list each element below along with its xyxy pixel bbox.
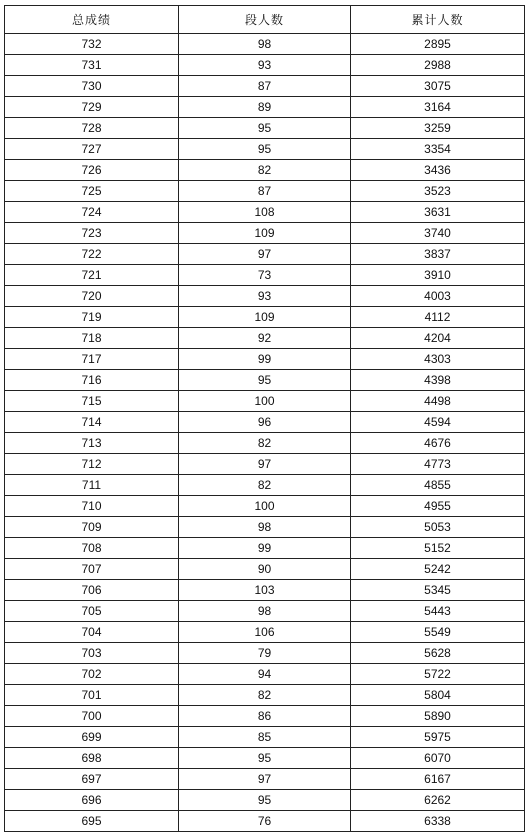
cell-segment-count: 99 — [179, 349, 351, 370]
cell-cumulative-count: 3259 — [351, 118, 525, 139]
cell-cumulative-count: 4303 — [351, 349, 525, 370]
cell-total-score: 728 — [5, 118, 179, 139]
cell-cumulative-count: 5549 — [351, 622, 525, 643]
cell-segment-count: 95 — [179, 139, 351, 160]
table-row — [5, 34, 525, 55]
table-row — [5, 139, 525, 160]
cell-total-score: 699 — [5, 727, 179, 748]
cell-cumulative-count: 4773 — [351, 454, 525, 475]
cell-segment-count: 93 — [179, 55, 351, 76]
table-row — [5, 748, 525, 769]
header-cumulative-count: 累计人数 — [351, 6, 525, 34]
cell-total-score: 709 — [5, 517, 179, 538]
score-distribution-sheet — [4, 5, 524, 832]
table-row — [5, 622, 525, 643]
cell-total-score: 717 — [5, 349, 179, 370]
cell-cumulative-count: 6070 — [351, 748, 525, 769]
cell-cumulative-count: 5628 — [351, 643, 525, 664]
cell-cumulative-count: 5345 — [351, 580, 525, 601]
cell-total-score: 712 — [5, 454, 179, 475]
cell-segment-count: 98 — [179, 517, 351, 538]
table-row — [5, 181, 525, 202]
table-row — [5, 55, 525, 76]
cell-cumulative-count: 5975 — [351, 727, 525, 748]
cell-segment-count: 82 — [179, 160, 351, 181]
cell-segment-count: 95 — [179, 370, 351, 391]
cell-segment-count: 98 — [179, 34, 351, 55]
cell-total-score: 704 — [5, 622, 179, 643]
table-row — [5, 727, 525, 748]
cell-segment-count: 89 — [179, 97, 351, 118]
cell-cumulative-count: 4003 — [351, 286, 525, 307]
cell-total-score: 705 — [5, 601, 179, 622]
table-row — [5, 433, 525, 454]
table-row — [5, 370, 525, 391]
cell-segment-count: 97 — [179, 244, 351, 265]
cell-segment-count: 100 — [179, 391, 351, 412]
cell-total-score: 700 — [5, 706, 179, 727]
table-row — [5, 790, 525, 811]
cell-segment-count: 79 — [179, 643, 351, 664]
cell-total-score: 724 — [5, 202, 179, 223]
cell-total-score: 726 — [5, 160, 179, 181]
table-row — [5, 664, 525, 685]
cell-segment-count: 82 — [179, 685, 351, 706]
table-header — [5, 6, 525, 34]
cell-total-score: 725 — [5, 181, 179, 202]
cell-total-score: 702 — [5, 664, 179, 685]
cell-total-score: 727 — [5, 139, 179, 160]
table-row — [5, 391, 525, 412]
cell-cumulative-count: 2895 — [351, 34, 525, 55]
cell-total-score: 706 — [5, 580, 179, 601]
table-row — [5, 811, 525, 832]
cell-segment-count: 97 — [179, 769, 351, 790]
cell-cumulative-count: 4594 — [351, 412, 525, 433]
cell-segment-count: 95 — [179, 118, 351, 139]
table-row — [5, 160, 525, 181]
cell-segment-count: 87 — [179, 181, 351, 202]
cell-total-score: 696 — [5, 790, 179, 811]
cell-cumulative-count: 3075 — [351, 76, 525, 97]
table-row — [5, 559, 525, 580]
cell-cumulative-count: 4398 — [351, 370, 525, 391]
cell-segment-count: 92 — [179, 328, 351, 349]
table-row — [5, 769, 525, 790]
cell-segment-count: 90 — [179, 559, 351, 580]
cell-cumulative-count: 3523 — [351, 181, 525, 202]
table-row — [5, 328, 525, 349]
cell-total-score: 714 — [5, 412, 179, 433]
cell-cumulative-count: 5152 — [351, 538, 525, 559]
cell-segment-count: 108 — [179, 202, 351, 223]
cell-total-score: 701 — [5, 685, 179, 706]
cell-cumulative-count: 4855 — [351, 475, 525, 496]
cell-cumulative-count: 6262 — [351, 790, 525, 811]
cell-cumulative-count: 5443 — [351, 601, 525, 622]
cell-segment-count: 96 — [179, 412, 351, 433]
table-row — [5, 286, 525, 307]
cell-segment-count: 109 — [179, 223, 351, 244]
table-row — [5, 685, 525, 706]
cell-cumulative-count: 4955 — [351, 496, 525, 517]
table-row — [5, 643, 525, 664]
cell-cumulative-count: 5804 — [351, 685, 525, 706]
table-row — [5, 97, 525, 118]
cell-segment-count: 93 — [179, 286, 351, 307]
cell-total-score: 715 — [5, 391, 179, 412]
table-body — [5, 34, 525, 832]
cell-cumulative-count: 3436 — [351, 160, 525, 181]
score-distribution-table — [4, 5, 525, 832]
cell-total-score: 716 — [5, 370, 179, 391]
header-total-score: 总成绩 — [5, 6, 179, 34]
cell-total-score: 697 — [5, 769, 179, 790]
table-row — [5, 223, 525, 244]
cell-cumulative-count: 3631 — [351, 202, 525, 223]
table-row — [5, 118, 525, 139]
cell-total-score: 695 — [5, 811, 179, 832]
cell-segment-count: 94 — [179, 664, 351, 685]
cell-total-score: 732 — [5, 34, 179, 55]
cell-total-score: 729 — [5, 97, 179, 118]
cell-cumulative-count: 3837 — [351, 244, 525, 265]
cell-total-score: 713 — [5, 433, 179, 454]
table-row — [5, 454, 525, 475]
cell-segment-count: 95 — [179, 748, 351, 769]
cell-segment-count: 86 — [179, 706, 351, 727]
cell-segment-count: 85 — [179, 727, 351, 748]
cell-segment-count: 82 — [179, 433, 351, 454]
table-row — [5, 265, 525, 286]
cell-cumulative-count: 3910 — [351, 265, 525, 286]
cell-cumulative-count: 5053 — [351, 517, 525, 538]
table-row — [5, 349, 525, 370]
table-row — [5, 580, 525, 601]
cell-total-score: 711 — [5, 475, 179, 496]
table-row — [5, 412, 525, 433]
cell-total-score: 719 — [5, 307, 179, 328]
cell-cumulative-count: 5722 — [351, 664, 525, 685]
header-segment-count: 段人数 — [179, 6, 351, 34]
cell-cumulative-count: 4498 — [351, 391, 525, 412]
cell-segment-count: 106 — [179, 622, 351, 643]
table-row — [5, 601, 525, 622]
cell-total-score: 703 — [5, 643, 179, 664]
cell-segment-count: 76 — [179, 811, 351, 832]
cell-total-score: 730 — [5, 76, 179, 97]
cell-cumulative-count: 5242 — [351, 559, 525, 580]
cell-segment-count: 100 — [179, 496, 351, 517]
cell-cumulative-count: 4204 — [351, 328, 525, 349]
table-row — [5, 307, 525, 328]
cell-total-score: 723 — [5, 223, 179, 244]
table-row — [5, 202, 525, 223]
cell-segment-count: 97 — [179, 454, 351, 475]
cell-total-score: 722 — [5, 244, 179, 265]
cell-cumulative-count: 6338 — [351, 811, 525, 832]
cell-total-score: 710 — [5, 496, 179, 517]
cell-segment-count: 87 — [179, 76, 351, 97]
cell-cumulative-count: 3740 — [351, 223, 525, 244]
table-row — [5, 475, 525, 496]
cell-cumulative-count: 2988 — [351, 55, 525, 76]
cell-total-score: 721 — [5, 265, 179, 286]
cell-segment-count: 99 — [179, 538, 351, 559]
table-row — [5, 244, 525, 265]
cell-total-score: 731 — [5, 55, 179, 76]
header-row — [5, 6, 525, 34]
cell-cumulative-count: 4676 — [351, 433, 525, 454]
table-row — [5, 706, 525, 727]
cell-total-score: 718 — [5, 328, 179, 349]
cell-segment-count: 82 — [179, 475, 351, 496]
cell-total-score: 698 — [5, 748, 179, 769]
cell-cumulative-count: 3164 — [351, 97, 525, 118]
table-row — [5, 517, 525, 538]
cell-cumulative-count: 6167 — [351, 769, 525, 790]
cell-total-score: 707 — [5, 559, 179, 580]
cell-segment-count: 109 — [179, 307, 351, 328]
cell-total-score: 708 — [5, 538, 179, 559]
cell-cumulative-count: 5890 — [351, 706, 525, 727]
table-row — [5, 538, 525, 559]
table-row — [5, 496, 525, 517]
cell-segment-count: 73 — [179, 265, 351, 286]
cell-segment-count: 98 — [179, 601, 351, 622]
cell-cumulative-count: 3354 — [351, 139, 525, 160]
cell-segment-count: 103 — [179, 580, 351, 601]
table-row — [5, 76, 525, 97]
cell-segment-count: 95 — [179, 790, 351, 811]
cell-total-score: 720 — [5, 286, 179, 307]
cell-cumulative-count: 4112 — [351, 307, 525, 328]
